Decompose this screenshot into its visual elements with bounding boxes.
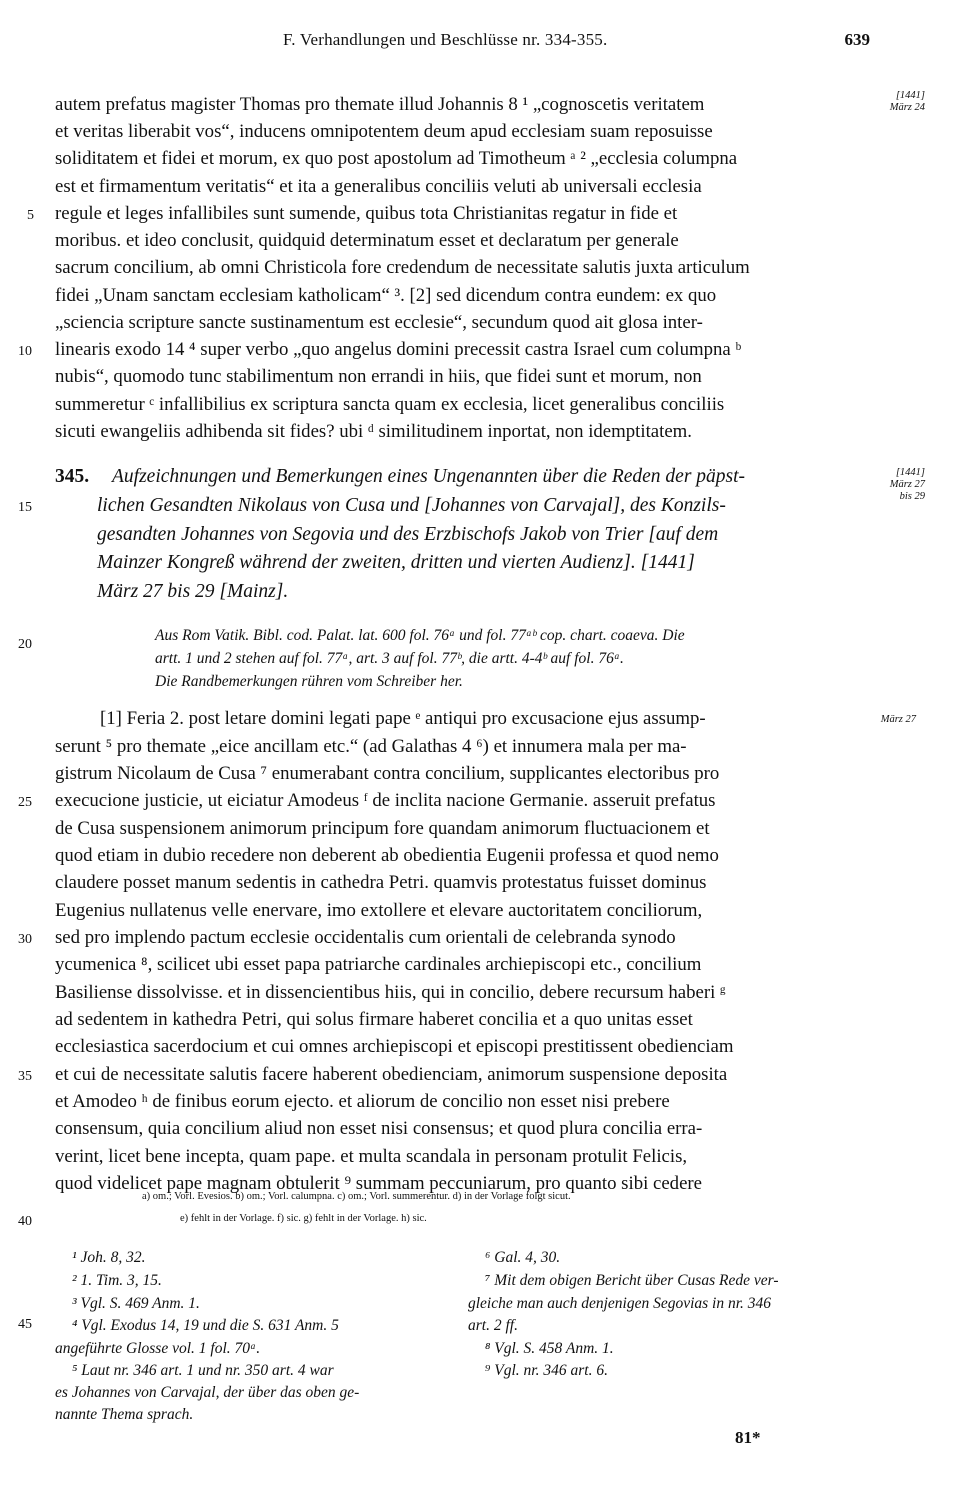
- body-line: ycumenica ⁸, scilicet ubi esset papa patriarche cardinales archiepiscopi etc., concilium: [55, 954, 702, 975]
- body-line: de Cusa suspensionem animorum principum fore quandam animorum fluctuacionem et: [55, 818, 710, 839]
- footnote: es Johannes von Carvajal, der über das oben ge-: [55, 1384, 360, 1401]
- footnote: ¹ Joh. 8, 32.: [72, 1249, 146, 1266]
- signature-mark: 81*: [735, 1428, 761, 1447]
- body-line: Eugenius nullatenus velle enervare, imo extollere et elevare auctoritatem conciliorum,: [55, 900, 703, 921]
- source-line: artt. 1 und 2 stehen auf fol. 77ᵃ, art. 3 auf fol. 77ᵇ, die artt. 4-4ᵇ auf fol. 76ᵃ.: [155, 650, 624, 667]
- body-line: quod videlicet pape magnam obtulerit ⁹ summam peccuniarum, pro quanto sibi cedere: [55, 1173, 702, 1194]
- body-line: consensum, quia concilium aliud non esset nisi consensus; et quod plura concilia erra-: [55, 1118, 703, 1139]
- variant-note: a) om.; Vorl. Evesios. b) om.; Vorl. calumpna. c) om.; Vorl. summerentur. d) in der Vorlage folgt sicut.: [142, 1191, 571, 1202]
- footnote: art. 2 ff.: [468, 1317, 518, 1334]
- body-line: gistrum Nicolaum de Cusa ⁷ enumerabant contra concilium, supplicantes electoribus pro: [55, 763, 720, 784]
- body-line: sed pro implendo pactum ecclesie occidentalis cum orientali de celebranda synodo: [55, 927, 676, 948]
- line-number: 20: [18, 637, 32, 652]
- footnote: ⁷ Mit dem obigen Bericht über Cusas Rede ver-: [485, 1272, 779, 1289]
- footnote: ⁹ Vgl. nr. 346 art. 6.: [485, 1362, 608, 1379]
- line-number: 10: [18, 344, 32, 359]
- variant-note: e) fehlt in der Vorlage. f) sic. g) fehlt in der Vorlage. h) sic.: [180, 1213, 427, 1224]
- section-heading-line: lichen Gesandten Nikolaus von Cusa und [Johannes von Carvajal], des Konzils-: [97, 495, 726, 516]
- body-line: fidei „Unam sanctam ecclesiam katholicam“ ³. [2] sed dicendum contra eundem: ex quo: [55, 285, 717, 306]
- margin-note: [1441] März 27 bis 29: [889, 467, 925, 502]
- section-heading-line: März 27 bis 29 [Mainz].: [97, 581, 289, 602]
- body-line: ad sedentem in kathedra Petri, qui solus firmare haberet concilia et a quo unitas esset: [55, 1009, 693, 1030]
- body-line: summeretur ᶜ infallibilius ex scriptura sancta quam ex ecclesia, licet generalibus conciliis: [55, 394, 725, 415]
- margin-note: [1441] März 24: [889, 90, 925, 113]
- body-line: execucione justicie, ut eiciatur Amodeus ᶠ de inclita nacione Germanie. asseruit prefatus: [55, 790, 716, 811]
- body-line: quod etiam in dubio recedere non deberent ab obedientia Eugenii professa et quod nemo: [55, 845, 719, 866]
- running-header-title: F. Verhandlungen und Beschlüsse nr. 334-355.: [283, 30, 608, 49]
- footnote: ⁵ Laut nr. 346 art. 1 und nr. 350 art. 4 war: [72, 1362, 334, 1379]
- source-line: Die Randbemerkungen rühren vom Schreiber her.: [155, 673, 463, 690]
- body-line: sacrum concilium, ab omni Christicola fore credendum de necessitate salutis juxta articulum: [55, 257, 750, 278]
- line-number: 40: [18, 1214, 32, 1229]
- line-number: 25: [18, 795, 32, 810]
- line-number: 15: [18, 500, 32, 515]
- section-heading-line: gesandten Johannes von Segovia und des Erzbischofs Jakob von Trier [auf dem: [97, 524, 719, 545]
- body-line: et cui de necessitate salutis facere haberent obedienciam, animorum suspensione deposita: [55, 1064, 728, 1085]
- line-number: 35: [18, 1069, 32, 1084]
- body-line: regule et leges infallibiles sunt sumende, quibus tota Christianitas regatur in fide et: [55, 203, 678, 224]
- section-heading-line: Mainzer Kongreß während der zweiten, dritten und vierten Audienz]. [1441]: [97, 552, 695, 573]
- body-line: nubis“, quomodo tunc stabilimentum non errandi in hiis, que fidei sunt et morum, non: [55, 366, 702, 387]
- body-line: ecclesiastica sacerdocium et cui omnes archiepiscopi et episcopi prestitissent obedienciam: [55, 1036, 734, 1057]
- footnote: ² 1. Tim. 3, 15.: [72, 1272, 162, 1289]
- line-number: 30: [18, 932, 32, 947]
- footnote: ⁶ Gal. 4, 30.: [485, 1249, 561, 1266]
- body-line: soliditatem et fidei et morum, ex quo post apostolum ad Timotheum ᵃ ² „ecclesia columpna: [55, 148, 738, 169]
- footnote: nannte Thema sprach.: [55, 1406, 194, 1423]
- footnote: gleiche man auch denjenigen Segovias in nr. 346: [468, 1295, 772, 1312]
- body-line: verint, licet bene incepta, quam pape. et multa scandala in personam protulit Felicis,: [55, 1146, 688, 1167]
- footnote: ⁸ Vgl. S. 458 Anm. 1.: [485, 1340, 614, 1357]
- body-line: serunt ⁵ pro themate „eice ancillam etc.“ (ad Galathas 4 ⁶) et innumera mala per ma-: [55, 736, 687, 757]
- source-line: Aus Rom Vatik. Bibl. cod. Palat. lat. 600 fol. 76ᵃ und fol. 77ᵃᵇ cop. chart. coaeva. Die: [155, 627, 685, 644]
- body-line: et Amodeo ʰ de finibus eorum ejecto. et aliorum de concilio non esset nisi prebere: [55, 1091, 670, 1112]
- section-number: 345.: [55, 466, 90, 487]
- body-line: Basiliense dissolvisse. et in dissencientibus hiis, qui in concilio, debere recursum haberi ᵍ: [55, 982, 726, 1003]
- body-line: autem prefatus magister Thomas pro themate illud Johannis 8 ¹ „cognoscetis veritatem: [55, 94, 705, 115]
- body-line: claudere posset manum sedentis in cathedra Petri. quamvis protestatus fuisset dominus: [55, 872, 707, 893]
- section-heading-line: Aufzeichnungen und Bemerkungen eines Ungenannten über die Reden der päpst-: [112, 466, 746, 487]
- body-line: moribus. et ideo conclusit, quidquid determinatum esset et declaratum per generale: [55, 230, 679, 251]
- line-number: 45: [18, 1317, 32, 1332]
- body-line: sicuti ewangeliis adhibenda sit fides? ubi ᵈ similitudinem inportat, non idemptitatem.: [55, 421, 692, 442]
- page-number: 639: [844, 30, 870, 49]
- body-line: „sciencia scripture sancte sustinamentum est ecclesie“, secundum quod ait glosa inter-: [55, 312, 703, 333]
- margin-note: März 27: [880, 714, 916, 725]
- body-line: est et firmamentum veritatis“ et ita a generalibus conciliis veluti ab universali ecclesia: [55, 176, 702, 197]
- body-line: linearis exodo 14 ⁴ super verbo „quo angelus domini precessit castra Israel cum columpna ᵇ: [55, 339, 742, 360]
- line-number: 5: [27, 208, 34, 223]
- footnote: ³ Vgl. S. 469 Anm. 1.: [72, 1295, 200, 1312]
- body-line: [1] Feria 2. post letare domini legati pape ᵉ antiqui pro excusacione ejus assump-: [100, 708, 706, 729]
- footnote: ⁴ Vgl. Exodus 14, 19 und die S. 631 Anm. 5: [72, 1317, 339, 1334]
- body-line: et veritas liberabit vos“, inducens omnipotentem deum apud ecclesiam suam reposuisse: [55, 121, 713, 142]
- footnote: angeführte Glosse vol. 1 fol. 70ᵃ.: [55, 1340, 261, 1357]
